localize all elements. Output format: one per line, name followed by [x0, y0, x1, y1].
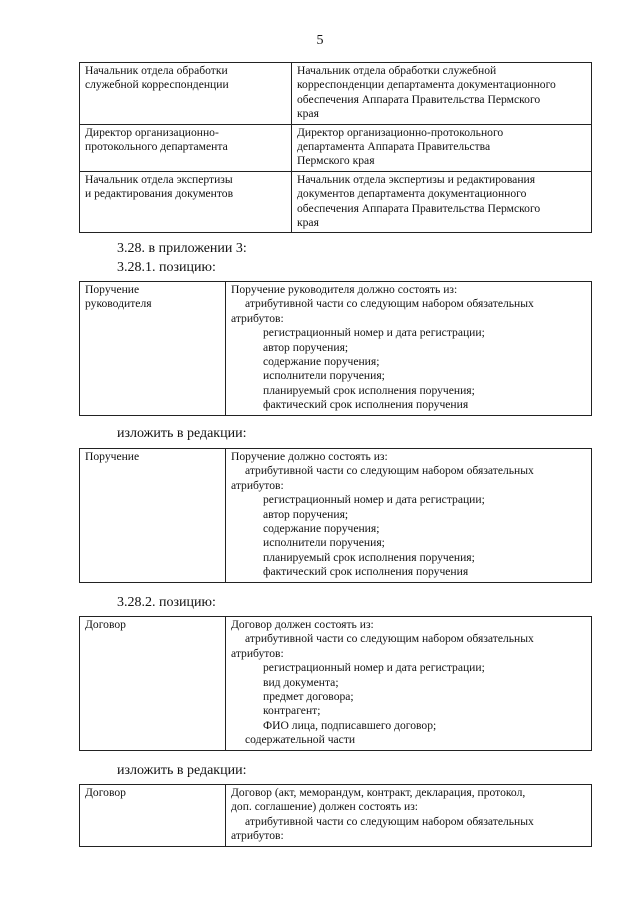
- positions-table: [79, 62, 592, 233]
- term-cell: Поручение руководителя: [80, 282, 226, 416]
- paragraph-edit-1: изложить в редакции:: [117, 426, 247, 441]
- table-row: [80, 282, 592, 416]
- table-row: [80, 124, 592, 171]
- definition-cell: Поручение руководителя должно состоять из: атрибутивной части со следующим набором обязательных атрибутов: регистрационный номер и дата регистрации; автор поручения; содержание поручения; исполнители поручения; планируемый срок исполнения поручения; фактический срок исполнения поручения: [226, 282, 592, 416]
- position-table-new: [79, 448, 592, 583]
- table-cell-right: Начальник отдела обработки служебной корреспонденции департамента документационного обеспечения Аппарата Правительства Пермского края: [292, 63, 592, 125]
- position-table-old: [79, 281, 592, 416]
- table-cell-left: Директор организационно- протокольного департамента: [80, 124, 292, 171]
- paragraph-3-28: 3.28. в приложении 3:: [117, 241, 247, 256]
- table-row: [80, 785, 592, 847]
- table-cell-left: Начальник отдела обработки служебной корреспонденции: [80, 63, 292, 125]
- term-cell: Поручение: [80, 449, 226, 583]
- contract-table-new: [79, 784, 592, 847]
- table-row: [80, 171, 592, 233]
- paragraph-3-28-1: 3.28.1. позицию:: [117, 260, 216, 275]
- table-cell-right: Начальник отдела экспертизы и редактирования документов департамента документационного обеспечения Аппарата Правительства Пермского края: [292, 171, 592, 233]
- definition-cell: Договор должен состоять из: атрибутивной части со следующим набором обязательных атрибутов: регистрационный номер и дата регистрации; вид документа; предмет договора; контрагент; ФИО лица, подписавшего договор; содержательной части: [226, 617, 592, 751]
- contract-table-old: [79, 616, 592, 751]
- definition-cell: Поручение должно состоять из: атрибутивной части со следующим набором обязательных атрибутов: регистрационный номер и дата регистрации; автор поручения; содержание поручения; исполнители поручения; планируемый срок исполнения поручения; фактический срок исполнения поручения: [226, 449, 592, 583]
- paragraph-edit-2: изложить в редакции:: [117, 763, 247, 778]
- term-cell: Договор: [80, 617, 226, 751]
- page-number: 5: [316, 33, 324, 48]
- table-row: [80, 63, 592, 125]
- table-row: [80, 617, 592, 751]
- paragraph-3-28-2: 3.28.2. позицию:: [117, 595, 216, 610]
- table-cell-left: Начальник отдела экспертизы и редактирования документов: [80, 171, 292, 233]
- table-row: [80, 449, 592, 583]
- term-cell: Договор: [80, 785, 226, 847]
- table-cell-right: Директор организационно-протокольного департамента Аппарата Правительства Пермского края: [292, 124, 592, 171]
- definition-cell: Договор (акт, меморандум, контракт, декларация, протокол, доп. соглашение) должен состоять из: атрибутивной части со следующим набором обязательных атрибутов:: [226, 785, 592, 847]
